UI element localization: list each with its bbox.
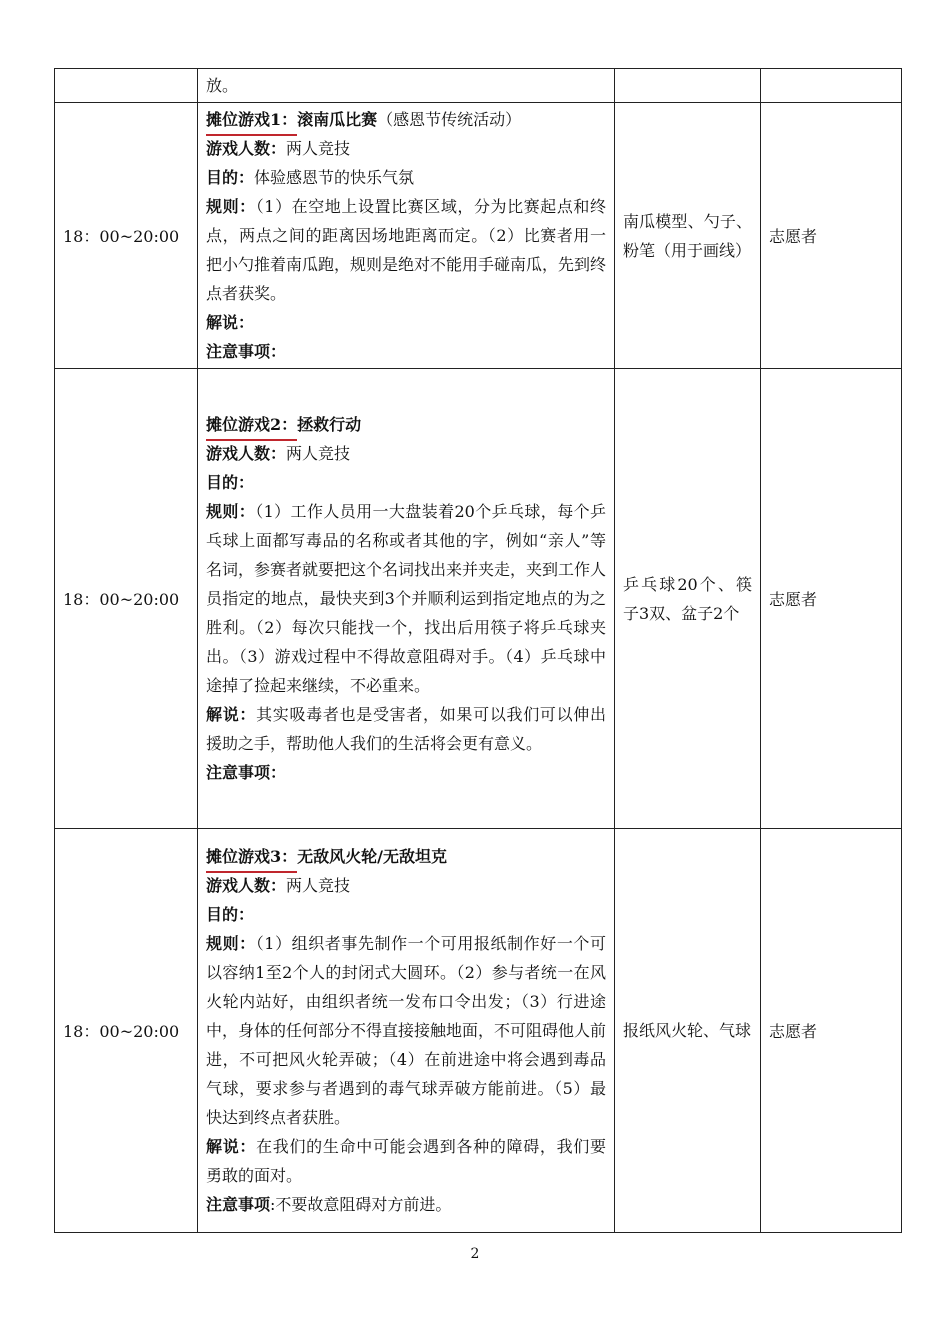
staff-cell: 志愿者 <box>761 369 902 829</box>
purpose-line: 目的： <box>206 473 255 492</box>
content-cell <box>198 829 615 1233</box>
materials-cell <box>615 69 761 103</box>
table-row <box>55 829 902 1233</box>
rules-line: 规则：（1）在空地上设置比赛区域，分为比赛起点和终点，两点之间的距离因场地距离而定。（2）比赛者用一把小勺推着南瓜跑，规则是绝对不能用手碰南瓜，先到终点者获奖。 <box>206 197 607 303</box>
table-row-continuation <box>55 69 902 103</box>
purpose-line: 目的：体验感恩节的快乐气氛 <box>206 168 415 187</box>
game-title <box>206 105 606 134</box>
game-title-heading: 摊位游戏3： <box>206 842 297 871</box>
game-note: （感恩节传统活动） <box>377 110 522 129</box>
rules-line: 规则：（1）工作人员用一大盘装着20个乒乓球，每个乒乓球上面都写毒品的名称或者其他的字，例如“亲人”等名词，参赛者就要把这个名词找出来并夹走，夹到工作人员指定的地点，最快夹到3个并顺利运到指定地点的为之胜利。（2）每次只能找一个，找出后用筷子将乒乓球夹出。（3）游戏过程中不得故意阻碍对手。（4）乒乓球中途掉了捡起来继续，不必重来。 <box>206 502 607 695</box>
materials-text: 南瓜模型、勺子、粉笔（用于画线） <box>623 211 752 260</box>
materials-cell <box>615 829 761 1233</box>
game-title <box>206 842 606 871</box>
materials-cell <box>615 369 761 829</box>
players-line: 游戏人数：两人竞技 <box>206 139 351 158</box>
purpose-line: 目的： <box>206 905 255 924</box>
title-underline <box>206 439 297 441</box>
title-underline <box>206 134 297 136</box>
players-line: 游戏人数：两人竞技 <box>206 876 351 895</box>
title-underline <box>206 871 297 873</box>
staff-cell: 志愿者 <box>761 103 902 369</box>
time-cell: 18：00~20:00 <box>55 103 198 369</box>
staff-cell: 志愿者 <box>761 829 902 1233</box>
content-cell <box>198 69 615 103</box>
time-cell: 18：00~20:00 <box>55 829 198 1233</box>
notes-line: 注意事项： <box>206 763 287 782</box>
page-number: 2 <box>470 1246 480 1262</box>
content-cell <box>198 103 615 369</box>
time-cell <box>55 69 198 103</box>
game-name: 滚南瓜比赛 <box>297 110 378 129</box>
continuation-text: 放。 <box>206 76 239 95</box>
explain-line: 解说： <box>206 313 255 332</box>
game-name: 拯救行动 <box>297 415 362 434</box>
table-row <box>55 369 902 829</box>
notes-line: 注意事项： <box>206 342 287 361</box>
game-title-heading: 摊位游戏1： <box>206 105 297 134</box>
materials-text: 乒乓球20个、筷子3双、盆子2个 <box>623 574 752 623</box>
players-line: 游戏人数：两人竞技 <box>206 444 351 463</box>
materials-cell <box>615 103 761 369</box>
game-name: 无敌风火轮/无敌坦克 <box>297 847 447 866</box>
staff-cell <box>761 69 902 103</box>
content-cell <box>198 369 615 829</box>
rules-line: 规则：（1）组织者事先制作一个可用报纸制作好一个可以容纳1至2个人的封闭式大圆环。（2）参与者统一在风火轮内站好，由组织者统一发布口令出发；（3）行进途中，身体的任何部分不得直接接触地面，不可阻碍他人前进，不可把风火轮弄破；（4）在前进途中将会遇到毒品气球，要求参与者遇到的毒气球弄破方能前进。（5）最快达到终点者获胜。 <box>206 934 607 1127</box>
game-title-heading: 摊位游戏2： <box>206 410 297 439</box>
notes-line: 注意事项:不要故意阻碍对方前进。 <box>206 1195 452 1214</box>
game-title <box>206 410 606 439</box>
materials-text: 报纸风火轮、气球 <box>623 1021 752 1040</box>
explain-line: 解说：其实吸毒者也是受害者，如果可以我们可以伸出援助之手，帮助他人我们的生活将会更有意义。 <box>206 705 606 753</box>
time-cell: 18：00~20:00 <box>55 369 198 829</box>
activity-table <box>54 68 902 1233</box>
explain-line: 解说：在我们的生命中可能会遇到各种的障碍，我们要勇敢的面对。 <box>206 1137 606 1185</box>
table-row <box>55 103 902 369</box>
